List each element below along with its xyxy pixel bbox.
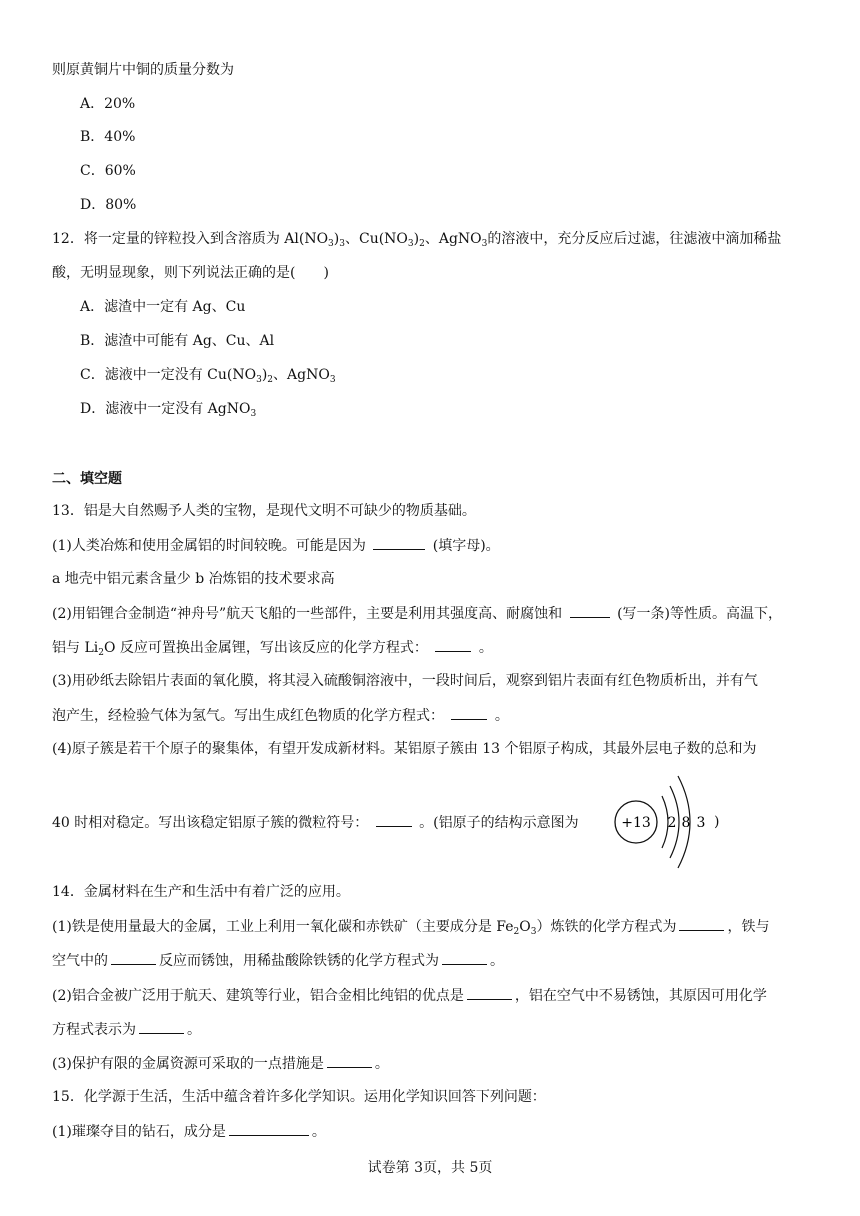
q14-part2-line1: (2)铝合金被广泛用于航天、建筑等行业，铝合金相比纯铝的优点是 ，铝在空气中不易锈蚀，其原因可用化学 — [52, 985, 767, 1006]
q13-part3-line1: (3)用砂纸去除铝片表面的氧化膜，将其浸入硫酸铜溶液中，一段时间后，观察到铝片表面有红色物质析出，并有气 — [52, 673, 758, 689]
answer-blank[interactable] — [327, 1053, 372, 1068]
q13-stem: 13．铝是大自然赐予人类的宝物，是现代文明不可缺少的物质基础。 — [52, 503, 476, 519]
q14-part1-line1: (1)铁是使用量最大的金属，工业上利用一氧化碳和赤铁矿（主要成分是 $Fe_2O_3$）炼铁的化学方程式为 ，铁与 — [52, 916, 769, 942]
answer-blank[interactable] — [679, 916, 724, 931]
q15-stem: 15．化学源于生活，生活中蕴含着许多化学知识。运用化学知识回答下列问题： — [52, 1089, 546, 1105]
q14-part3: (3)保护有限的金属资源可采取的一点措施是 。 — [52, 1053, 389, 1074]
answer-blank[interactable] — [111, 950, 156, 965]
section-heading: 二、填空题 — [52, 471, 122, 487]
q13-part2-line2: 铝与 $Li_2O$ 反应可置换出金属锂，写出该反应的化学方程式： 。 — [52, 637, 493, 663]
q11-option-c: C．60% — [80, 163, 136, 179]
answer-blank[interactable] — [451, 705, 487, 720]
q12-option-d: D．滤液中一定没有 AgNO$_3$ — [80, 401, 257, 419]
q12-option-c: C．滤液中一定没有 $Cu(NO_3)_2$、AgNO$_3$ — [80, 367, 336, 385]
q11-option-b: B．40% — [80, 129, 136, 145]
answer-blank[interactable] — [229, 1121, 309, 1136]
answer-blank[interactable] — [376, 812, 412, 827]
q14-stem: 14．金属材料在生产和生活中有着广泛的应用。 — [52, 884, 350, 900]
q12-option-a: A．滤渣中一定有 Ag、Cu — [80, 299, 246, 315]
shell-1-electrons: 2 — [667, 815, 677, 831]
q11-stem-tail: 则原黄铜片中铜的质量分数为 — [52, 62, 234, 78]
answer-blank[interactable] — [373, 535, 425, 550]
q13-part1: (1)人类冶炼和使用金属铝的时间较晚。可能是因为 (填字母)。 — [52, 535, 500, 556]
q14-part1-line2: 空气中的 反应而锈蚀，用稀盐酸除铁锈的化学方程式为 。 — [52, 950, 504, 971]
answer-blank[interactable] — [139, 1019, 184, 1034]
answer-blank[interactable] — [435, 637, 471, 652]
q13-part3-line2: 泡产生，经检验气体为氢气。写出生成红色物质的化学方程式： 。 — [52, 705, 509, 726]
nucleus-charge: +13 — [621, 815, 651, 831]
answer-blank[interactable] — [442, 950, 487, 965]
answer-blank[interactable] — [570, 603, 610, 618]
q13-part4-close: ) — [714, 814, 720, 830]
answer-blank[interactable] — [467, 985, 512, 1000]
q13-part1-options: a 地壳中铝元素含量少 b 冶炼铝的技术要求高 — [52, 571, 335, 587]
page-footer: 试卷第 3页，共 5页 — [367, 1160, 493, 1176]
aluminum-atom-structure-diagram — [612, 770, 712, 870]
q15-part1: (1)璀璨夺目的钻石，成分是 。 — [52, 1121, 326, 1142]
q13-part4-line2: 40 时相对稳定。写出该稳定铝原子簇的微粒符号： 。(铝原子的结构示意图为 — [52, 812, 579, 833]
shell-3-electrons: 3 — [696, 815, 706, 831]
q14-part2-line2: 方程式表示为 。 — [52, 1019, 201, 1040]
q12-stem-line1: 12．将一定量的锌粒投入到含溶质为 $Al(NO_3)_3$、$Cu(NO_3)_2$、AgNO$_3$的溶液中，充分反应后过滤，往滤液中滴加稀盐 — [52, 231, 782, 249]
q11-option-d: D．80% — [80, 197, 137, 213]
shell-2-electrons: 8 — [681, 815, 691, 831]
q12-stem-line2: 酸，无明显现象，则下列说法正确的是( ) — [52, 265, 329, 281]
q12-option-b: B．滤渣中可能有 Ag、Cu、Al — [80, 333, 275, 349]
q11-option-a: A．20% — [80, 96, 136, 112]
q13-part2-line1: (2)用铝锂合金制造“神舟号”航天飞船的一些部件，主要是利用其强度高、耐腐蚀和 (写一条)等性质。高温下， — [52, 603, 782, 624]
q13-part4-line1: (4)原子簇是若干个原子的聚集体，有望开发成新材料。某铝原子簇由 13 个铝原子构成，其最外层电子数的总和为 — [52, 741, 757, 757]
